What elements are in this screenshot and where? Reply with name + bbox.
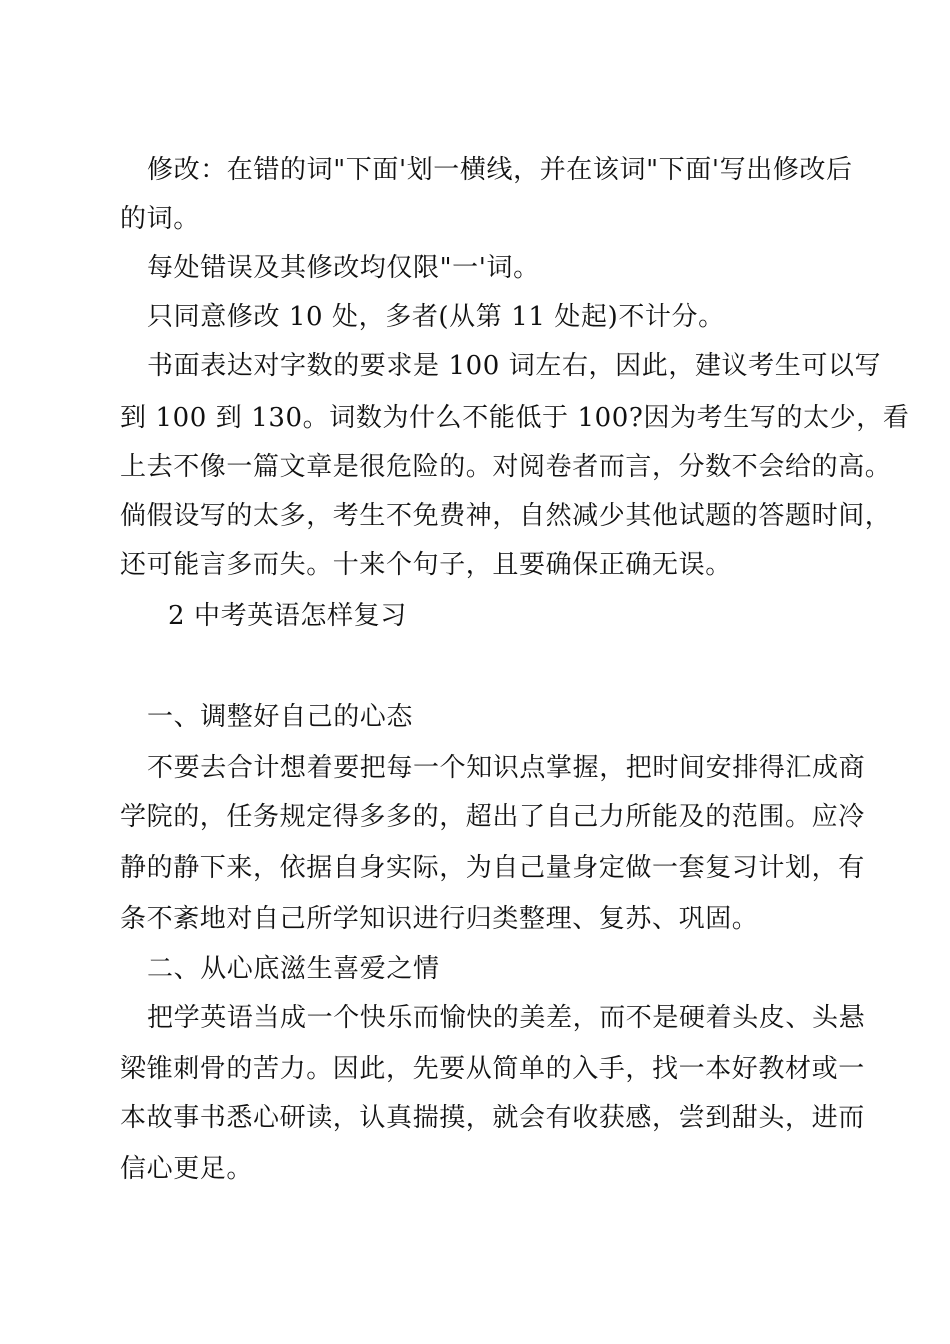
subsection-heading: 二、从心底滋生喜爱之情 xyxy=(147,954,440,984)
paragraph-line: 本故事书悉心研读，认真揣摸，就会有收获感，尝到甜头，进而 xyxy=(120,1103,865,1133)
paragraph-line: 书面表达对字数的要求是 100 词左右，因此，建议考生可以写 xyxy=(147,351,882,381)
paragraph-line: 上去不像一篇文章是很危险的。对阅卷者而言，分数不会给的高。 xyxy=(120,452,892,482)
paragraph-line: 每处错误及其修改均仅限"一'词。 xyxy=(147,253,540,283)
paragraph-line: 梁锥刺骨的苦力。因此，先要从简单的入手，找一本好教材或一 xyxy=(120,1054,865,1084)
paragraph-line: 到 100 到 130。词数为什么不能低于 100?因为考生写的太少，看 xyxy=(120,403,910,433)
paragraph-line: 倘假设写的太多，考生不免费神，自然减少其他试题的答题时间， xyxy=(120,501,892,531)
paragraph-line: 不要去合计想着要把每一个知识点掌握，把时间安排得汇成商 xyxy=(147,753,866,783)
paragraph-line: 静的静下来，依据自身实际，为自己量身定做一套复习计划，有 xyxy=(120,853,865,883)
subsection-heading: 一、调整好自己的心态 xyxy=(147,702,414,732)
paragraph-line: 信心更足。 xyxy=(120,1154,254,1184)
paragraph-line: 把学英语当成一个快乐而愉快的美差，而不是硬着头皮、头悬 xyxy=(147,1003,866,1033)
section-heading: 2 中考英语怎样复习 xyxy=(168,601,407,631)
paragraph-line: 的词。 xyxy=(120,204,200,234)
paragraph-line: 只同意修改 10 处，多者(从第 11 处起)不计分。 xyxy=(147,302,725,332)
paragraph-line: 修改：在错的词"下面'划一横线，并在该词"下面'写出修改后 xyxy=(147,155,853,185)
paragraph-line: 条不紊地对自己所学知识进行归类整理、复苏、巩固。 xyxy=(120,904,759,934)
paragraph-line: 学院的，任务规定得多多的，超出了自己力所能及的范围。应冷 xyxy=(120,802,865,832)
paragraph-line: 还可能言多而失。十来个句子，且要确保正确无误。 xyxy=(120,550,732,580)
